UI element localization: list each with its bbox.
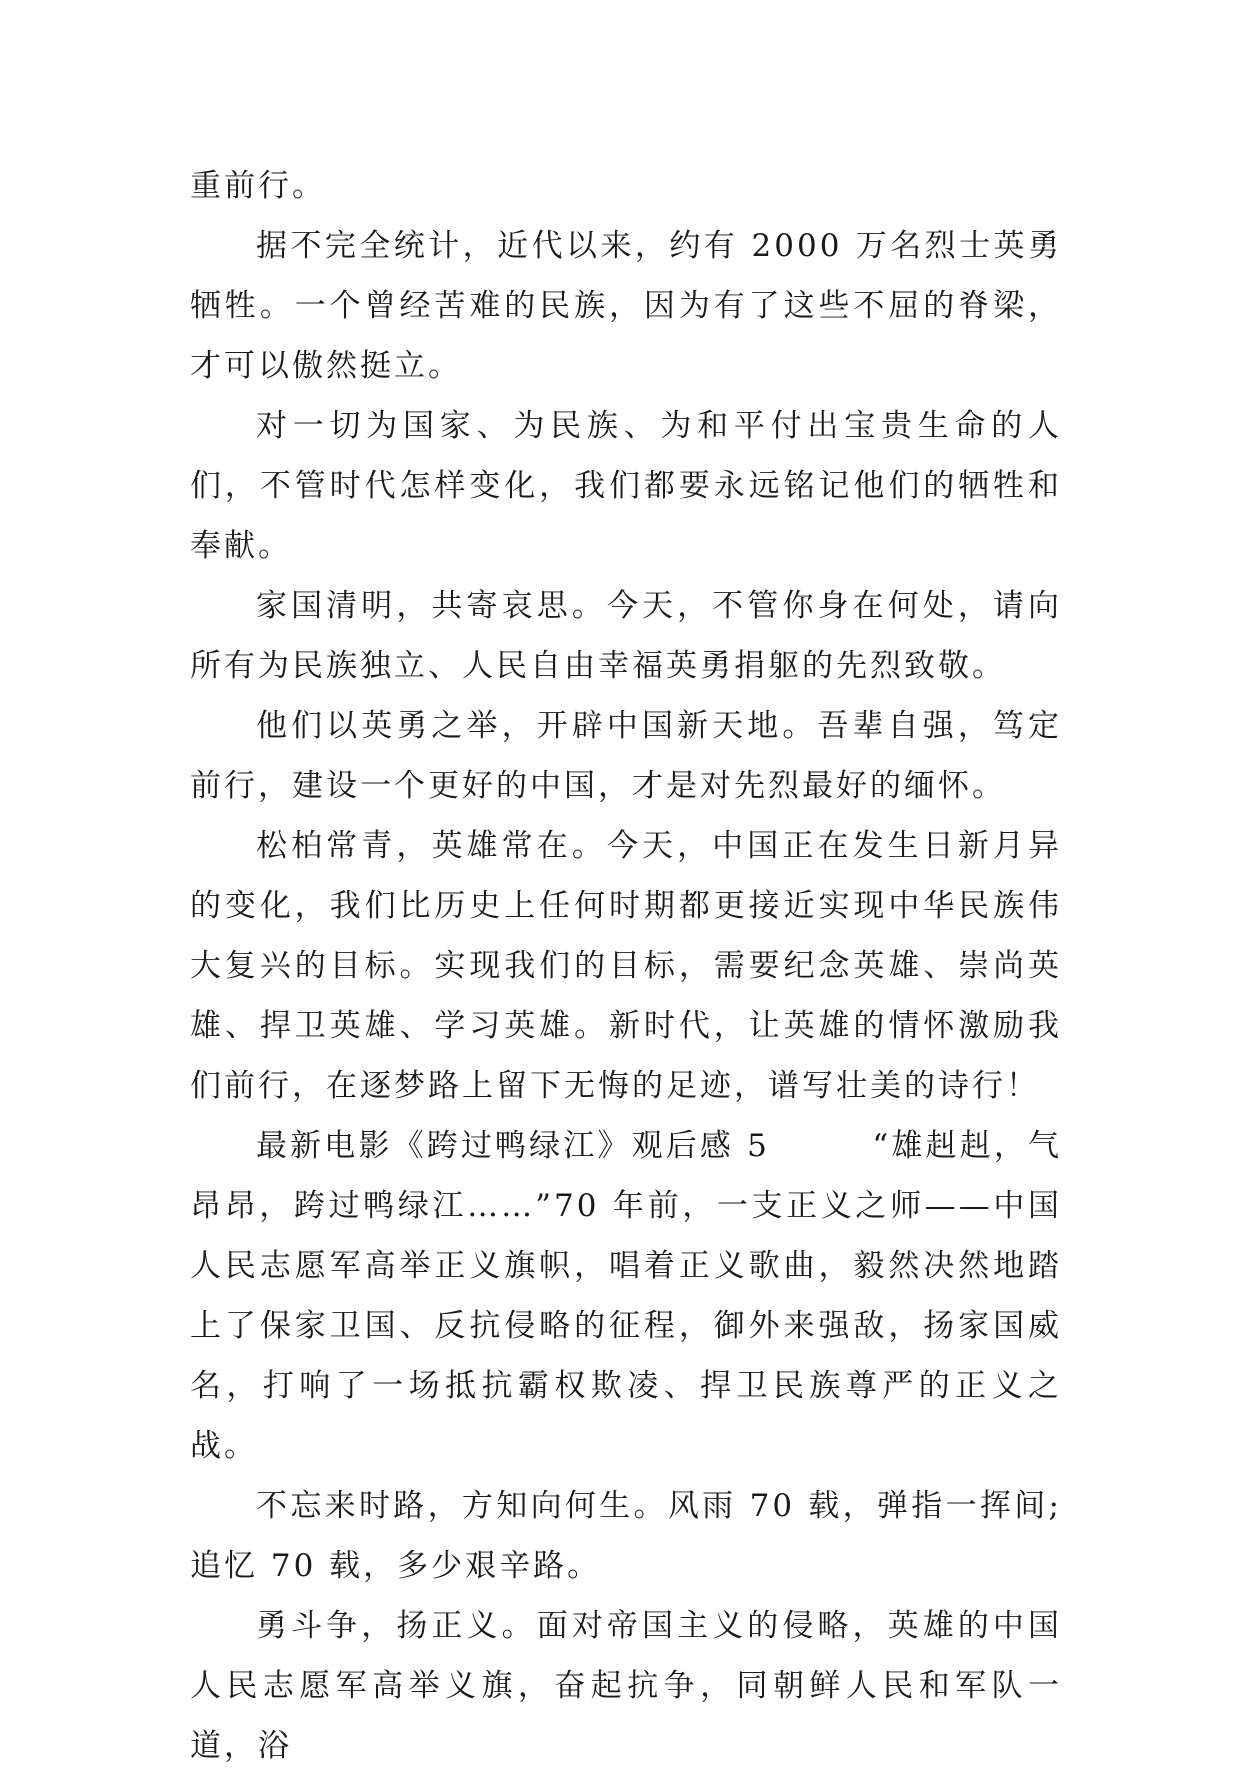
- paragraph-7: 最新电影《跨过鸭绿江》观后感 5 “雄赳赳，气昂昂，跨过鸭绿江……”70 年前，一支正义之师——中国人民志愿军高举正义旗帜，唱着正义歌曲，毅然决然地踏上了保家卫国、反抗侵略的征程，御外来强敌，扬家国威名，打响了一场抵抗霸权欺凌、捍卫民族尊严的正义之战。: [190, 1128, 1062, 1464]
- paragraph-4: 家国清明，共寄哀思。今天，不管你身在何处，请向所有为民族独立、人民自由幸福英勇捐躯的先烈致敬。: [190, 588, 1062, 684]
- paragraph-5: 他们以英勇之举，开辟中国新天地。吾辈自强，笃定前行，建设一个更好的中国，才是对先烈最好的缅怀。: [190, 708, 1062, 804]
- paragraph-8: 不忘来时路，方知向何生。风雨 70 载，弹指一挥间;追忆 70 载，多少艰辛路。: [190, 1488, 1062, 1584]
- paragraph-3: 对一切为国家、为民族、为和平付出宝贵生命的人们，不管时代怎样变化，我们都要永远铭记他们的牺牲和奉献。: [190, 408, 1062, 564]
- paragraph-2: 据不完全统计，近代以来，约有 2000 万名烈士英勇牺牲。一个曾经苦难的民族，因为有了这些不屈的脊梁，才可以傲然挺立。: [190, 228, 1062, 384]
- paragraph-6: 松柏常青，英雄常在。今天，中国正在发生日新月异的变化，我们比历史上任何时期都更接近实现中华民族伟大复兴的目标。实现我们的目标，需要纪念英雄、崇尚英雄、捍卫英雄、学习英雄。新时代，让英雄的情怀激励我们前行，在逐梦路上留下无悔的足迹，谱写壮美的诗行！: [190, 828, 1062, 1104]
- document-body: [190, 156, 1062, 1776]
- paragraph-9: 勇斗争，扬正义。面对帝国主义的侵略，英雄的中国人民志愿军高举义旗，奋起抗争，同朝鲜人民和军队一道，浴: [190, 1608, 1062, 1764]
- paragraph-1: 重前行。: [190, 168, 326, 204]
